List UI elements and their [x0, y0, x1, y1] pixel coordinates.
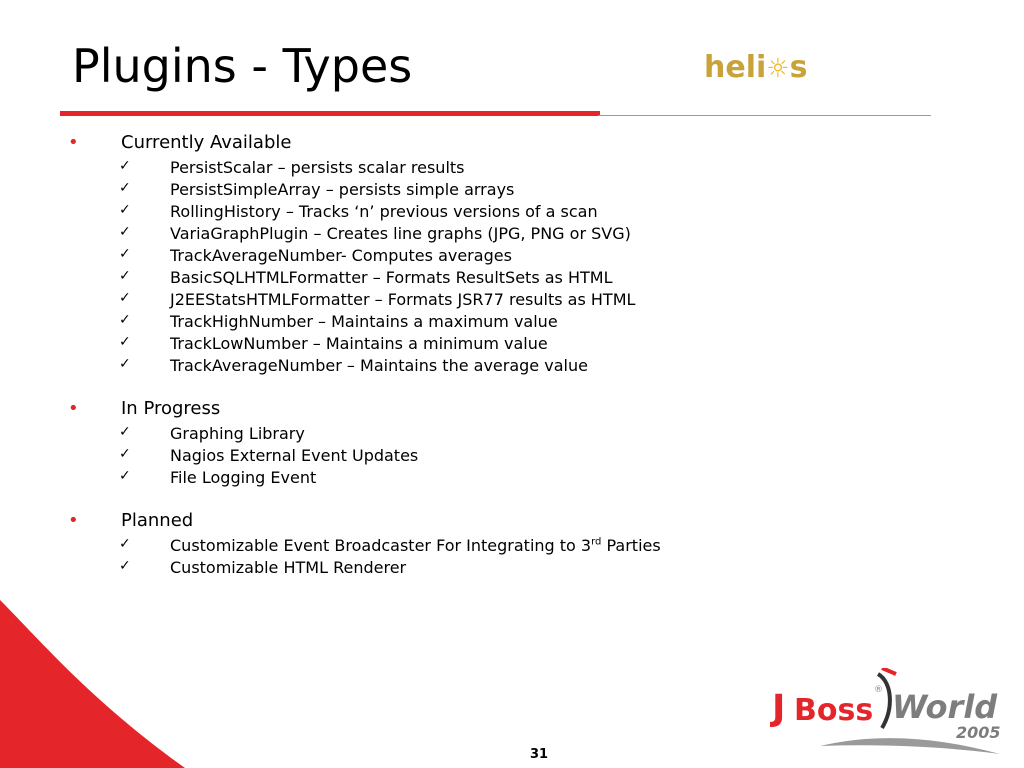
section-heading: Planned [121, 510, 194, 531]
svg-text:2005: 2005 [956, 723, 1001, 742]
list-item: ✓ TrackHighNumber – Maintains a maximum value [119, 312, 558, 331]
list-item: ✓ TrackLowNumber – Maintains a minimum value [119, 334, 548, 353]
title-rule-red [60, 111, 600, 116]
list-item: ✓ J2EEStatsHTMLFormatter – Formats JSR77 results as HTML [119, 290, 636, 309]
section-planned [0, 509, 1024, 579]
bullet-icon: • [68, 132, 79, 153]
list-item: ✓ Customizable HTML Renderer [119, 558, 407, 577]
checkmark-icon: ✓ [119, 202, 131, 218]
list-item: ✓ PersistScalar – persists scalar results [119, 158, 465, 177]
checkmark-icon: ✓ [119, 424, 131, 440]
sun-icon: ☼ [766, 54, 790, 84]
list-item: ✓ TrackAverageNumber- Computes averages [119, 246, 512, 265]
slide-title: Plugins - Types [72, 39, 413, 93]
svg-text:®: ® [874, 685, 883, 695]
broadcaster-text: Customizable Event Broadcaster For Integrating to 3 [170, 536, 592, 555]
checkmark-icon: ✓ [119, 558, 131, 574]
checkmark-icon: ✓ [119, 158, 131, 174]
section-heading: In Progress [121, 398, 221, 419]
list-item: ✓ Graphing Library [119, 424, 305, 443]
svg-text:World: World [892, 688, 998, 726]
bullet-icon: • [68, 398, 79, 419]
svg-text:J: J [772, 688, 786, 729]
list-item: ✓ Nagios External Event Updates [119, 446, 419, 465]
list-item: ✓ RollingHistory – Tracks ‘n’ previous versions of a scan [119, 202, 598, 221]
ordinal-suffix: rd [591, 536, 602, 548]
checkmark-icon: ✓ [119, 356, 131, 372]
checkmark-icon: ✓ [119, 290, 131, 306]
list-item: ✓ PersistSimpleArray – persists simple arrays [119, 180, 515, 199]
svg-text:Boss: Boss [794, 693, 874, 728]
checkmark-icon: ✓ [119, 312, 131, 328]
section-heading: Currently Available [121, 132, 292, 153]
checkmark-icon: ✓ [119, 334, 131, 350]
helios-logo [704, 50, 807, 85]
helios-logo-text-end: s [789, 50, 808, 85]
list-item: ✓ VariaGraphPlugin – Creates line graphs (JPG, PNG or SVG) [119, 224, 631, 243]
page-number: 31 [530, 747, 549, 762]
section-in-progress [0, 397, 1024, 489]
list-item: ✓ File Logging Event [119, 468, 317, 487]
title-rule-gray [598, 115, 931, 116]
red-swoosh-decoration [0, 600, 200, 768]
checkmark-icon: ✓ [119, 246, 131, 262]
helios-logo-text: heli [704, 50, 767, 85]
checkmark-icon: ✓ [119, 180, 131, 196]
list-item [0, 535, 1024, 557]
jboss-world-logo [770, 668, 1015, 760]
checkmark-icon: ✓ [119, 468, 131, 484]
slide-content [0, 131, 1024, 599]
checkmark-icon: ✓ [119, 446, 131, 462]
section-currently-available [0, 131, 1024, 377]
list-item: ✓ BasicSQLHTMLFormatter – Formats ResultSets as HTML [119, 268, 613, 287]
checkmark-icon: ✓ [119, 536, 131, 552]
checkmark-icon: ✓ [119, 224, 131, 240]
bullet-icon: • [68, 510, 79, 531]
list-item: ✓ TrackAverageNumber – Maintains the average value [119, 356, 588, 375]
broadcaster-text-end: Parties [601, 536, 661, 555]
checkmark-icon: ✓ [119, 268, 131, 284]
